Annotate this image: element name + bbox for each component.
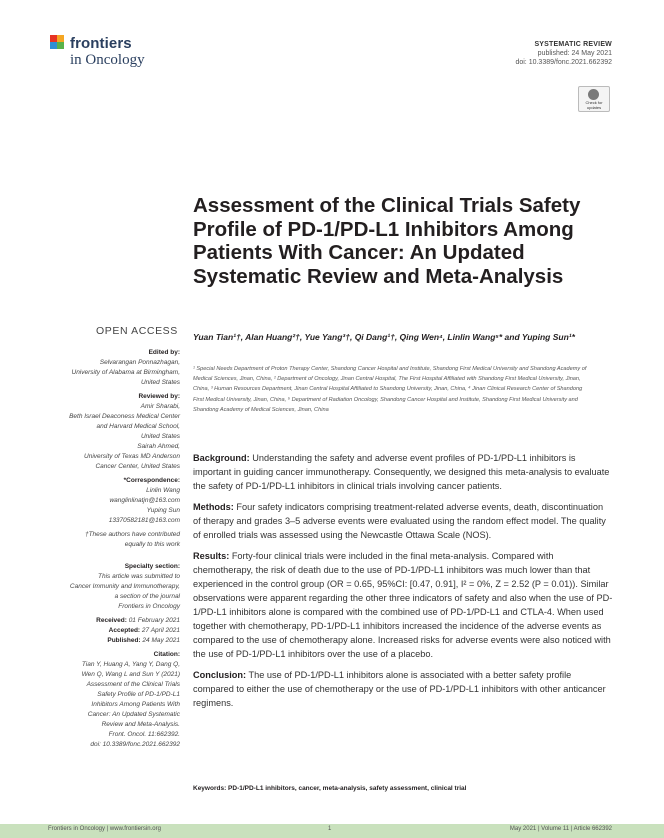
- published-label: Published:: [107, 637, 141, 644]
- check-updates-label: Check for updates: [585, 100, 603, 110]
- editor-line: University of Alabama at Birmingham,: [71, 369, 180, 376]
- reviewer-line: University of Texas MD Anderson: [84, 453, 180, 460]
- reviewer-line: and Harvard Medical School,: [96, 423, 180, 430]
- specialty-label: Specialty section:: [124, 563, 180, 570]
- received-label: Received:: [96, 617, 127, 624]
- citation-line: Cancer: An Updated Systematic: [87, 711, 180, 718]
- reviewer-line: Amir Sharabi,: [140, 403, 180, 410]
- accepted-date: [30, 626, 180, 636]
- edited-by-label: Edited by:: [148, 349, 180, 356]
- abstract: [193, 451, 613, 717]
- citation-line: Inhibitors Among Patients With: [91, 701, 180, 708]
- citation-line: Assessment of the Clinical Trials: [86, 681, 180, 688]
- citation-line: Tian Y, Huang A, Yang Y, Dang Q,: [81, 661, 180, 668]
- abstract-results: [193, 549, 613, 661]
- citation-line: Wen Q, Wang L and Sun Y (2021): [81, 671, 180, 678]
- specialty-line: Frontiers in Oncology: [118, 603, 180, 610]
- citation-label: Citation:: [153, 651, 180, 658]
- article-meta: [515, 40, 612, 67]
- reviewer-line: Beth Israel Deaconess Medical Center: [69, 413, 180, 420]
- specialty-line: a section of the journal: [114, 593, 180, 600]
- conclusion-text: The use of PD-1/PD-L1 inhibitors alone is associated with a better safety profile compared to either the use of chemotherapy or the use of PD-1/PD-L1 inhibitors with other anticancer regimens.: [193, 670, 606, 708]
- background-text: Understanding the safety and adverse event profiles of PD-1/PD-L1 inhibitors is important in guiding cancer immunotherapy. Consequently, we designed this meta-analysis to evaluate the safety of PD-1/PD-L1 inhibitors in clinical trials involving cancer patients.: [193, 453, 610, 491]
- page-footer: [0, 824, 664, 838]
- abstract-methods: [193, 500, 613, 542]
- accepted-label: Accepted:: [108, 627, 141, 634]
- frontiers-logo-icon: [48, 33, 70, 55]
- methods-label: Methods:: [193, 502, 234, 512]
- check-updates-icon: [588, 89, 599, 100]
- published-date-sidebar: [30, 636, 180, 646]
- author-list: Yuan Tian¹†, Alan Huang²†, Yue Yang³†, Qi Dang¹†, Qing Wen⁴, Linlin Wang⁵* and Yuping Sun¹*: [193, 332, 575, 342]
- check-for-updates-badge[interactable]: [578, 86, 610, 112]
- reviewer-line: United States: [140, 433, 180, 440]
- citation-line[interactable]: doi: 10.3389/fonc.2021.662392: [90, 741, 180, 748]
- journal-subtitle: in Oncology: [70, 52, 145, 68]
- correspondence-name: Yuping Sun: [146, 507, 180, 514]
- footer-journal[interactable]: Frontiers in Oncology | www.frontiersin.org: [48, 826, 161, 832]
- journal-logo: [48, 33, 178, 73]
- methods-text: Four safety indicators comprising treatment-related adverse events, death, discontinuation of therapy and grades 3–5 adverse events were evaluated using the random effect model. The quality of enrolled trials was assessed using the Newcastle Ottawa Scale (NOS).: [193, 502, 606, 540]
- reviewer-line: Cancer Center, United States: [95, 463, 180, 470]
- specialty-line: This article was submitted to: [97, 573, 180, 580]
- abstract-conclusion: [193, 668, 613, 710]
- editor-line: Selvarangan Ponnazhagan,: [99, 359, 180, 366]
- affiliations: ¹ Special Needs Department of Proton Therapy Center, Shandong Cancer Hospital and Institute, Shandong First Medical University and Shandong Academy of Medical Sciences, Jinan, China, ² Department of Oncology, Jinan Central Hospital, The First Hospital Affiliated with Shandong First Medical University, Jinan, China, ³ Human Resources Department, Jinan Central Hospital Affiliated to Shandong University, Jinan, China, ⁴ Jinan Clinical Research Center of Shandong First Medical University, Jinan, China, ⁵ Department of Radiation Oncology, Shandong Cancer Hospital and Institute, Shandong First Medical University and Shandong Academy of Medical Sciences, Jinan, China: [193, 366, 587, 413]
- footer-volume: May 2021 | Volume 11 | Article 662392: [509, 826, 612, 832]
- reviewer-line: Sairah Ahmed,: [137, 443, 180, 450]
- article-doi[interactable]: doi: 10.3389/fonc.2021.662392: [515, 59, 612, 66]
- results-text: Forty-four clinical trials were included in the final meta-analysis. Compared with chemotherapy, the risk of death due to the use of PD-1/PD-L1 inhibitors was much lower than that experienced in the control group (OR = 0.65, 95%CI: [0.47, 0.91], I² = 0%, Z = 2.52 (P = 0.01)). Similar observations were apparent regarding the other three indicators of safety and also when the use of PD-1/PD-L1 inhibitors alone is compared with the combined use of PD-1/PD-L1 and CTLA-4. When used together with chemotherapy, PD-1/PD-L1 inhibitors increased the incidence of the adverse events as compared to the use of chemotherapy alone. Increased risks for adverse events were also noticed with the use of PD-1/PD-L1 inhibitors over the use of a placebo.: [193, 551, 613, 659]
- equal-contribution-note: equally to this work: [124, 541, 180, 548]
- article-type: SYSTEMATIC REVIEW: [534, 41, 612, 48]
- received-value: 01 February 2021: [128, 617, 180, 624]
- citation-line: Front. Oncol. 11:662392.: [108, 731, 180, 738]
- correspondence-name: Linlin Wang: [146, 487, 180, 494]
- editor-line: United States: [140, 379, 180, 386]
- reviewed-by-label: Reviewed by:: [138, 393, 180, 400]
- correspondence-label: *Correspondence:: [123, 477, 180, 484]
- accepted-value: 27 April 2021: [141, 627, 180, 634]
- keywords: Keywords: PD-1/PD-L1 inhibitors, cancer, meta-analysis, safety assessment, clinical trial: [193, 785, 467, 792]
- abstract-background: [193, 451, 613, 493]
- open-access-label: OPEN ACCESS: [96, 325, 178, 337]
- citation-line: Review and Meta-Analysis.: [101, 721, 180, 728]
- correspondence-email[interactable]: wanglinlinatjn@163.com: [109, 497, 180, 504]
- article-title: Assessment of the Clinical Trials Safety Profile of PD-1/PD-L1 Inhibitors Among Patients With Cancer: An Updated Systematic Review and Meta-Analysis: [193, 194, 581, 288]
- correspondence-email[interactable]: 13370582181@163.com: [108, 517, 180, 524]
- published-value: 24 May 2021: [142, 637, 180, 644]
- background-label: Background:: [193, 453, 250, 463]
- received-date: [30, 616, 180, 626]
- published-date: published: 24 May 2021: [537, 50, 612, 57]
- results-label: Results:: [193, 551, 230, 561]
- equal-contribution-note: †These authors have contributed: [84, 531, 180, 538]
- article-sidebar: [30, 348, 180, 750]
- footer-page-number: 1: [328, 826, 332, 832]
- conclusion-label: Conclusion:: [193, 670, 247, 680]
- specialty-line: Cancer Immunity and Immunotherapy,: [69, 583, 180, 590]
- journal-name: frontiers: [70, 35, 132, 52]
- citation-line: Safety Profile of PD-1/PD-L1: [97, 691, 180, 698]
